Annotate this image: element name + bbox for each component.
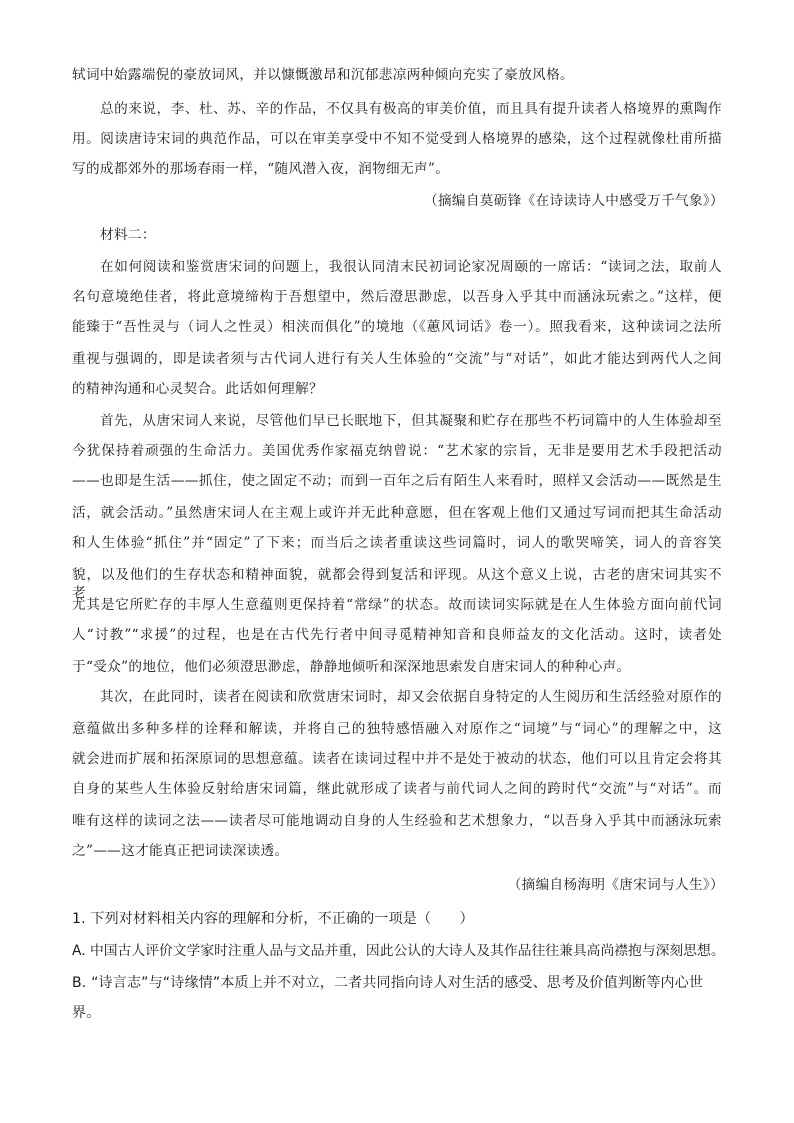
paragraph-line: 今犹保持着顽强的生命活力。美国优秀作家福克纳曾说：“艺术家的宗旨，无非是要用艺术手段把活动 (72, 443, 722, 459)
paragraph-line: ——也即是生活——抓住，使之固定不动；而到一百年之后有陌生人来看时，照样又会活动——既然是生 (72, 473, 722, 489)
question-stem: 1. 下列对材料相关内容的理解和分析，不正确的一项是（ ） (72, 911, 474, 927)
option-b: B. “诗言志”与“诗缘情”本质上并不对立，二者共同指向诗人对生活的感受、思考及价值判断等内心世 (72, 975, 704, 991)
paragraph-line: 重视与强调的，即是读者须与古代词人进行有关人生体验的“交流”与“对话”，如此才能达到两代人之间 (72, 351, 722, 367)
paragraph-line: 和人生体验“抓住”并“固定”了下来；而当后之读者重读这些词篇时，词人的歌哭啼笑，词人的音容笑 (72, 535, 722, 551)
paragraph-line: 自身的某些人生体验反射给唐宋词篇，继此就形成了读者与前代词人之间的跨时代“交流”与“对话”。而 (72, 781, 722, 797)
paragraph-line: 能臻于“吾性灵与（词人之性灵）相浃而俱化”的境地（《蕙风词话》卷一）。照我看来，这种读词之法所 (72, 319, 722, 335)
option-b-continued: 界。 (72, 1005, 101, 1021)
paragraph-line: 的精神沟通和心灵契合。此话如何理解？ (72, 381, 323, 397)
paragraph-line: 尤其是它所贮存的丰厚人生意蕴则更保持着“常绿”的状态。故而读词实际就是在人生体验方面向前代词 (72, 597, 722, 613)
paragraph-line: 名句意境绝佳者，将此意境缔构于吾想望中，然后澄思渺虑，以吾身入乎其中而涵泳玩索之。”这样，便 (72, 289, 722, 305)
paragraph-line: 意蕴做出多种多样的诠释和解读，并将自己的独特感悟融入对原作之“词境”与“词心”的理解之中，这 (72, 721, 722, 737)
paragraph-line: 轼词中始露端倪的豪放词风，并以慷慨激昂和沉郁悲凉两种倾向充实了豪放风格。 (72, 67, 574, 83)
paragraph-line: 于“受众”的地位，他们必须澄思渺虑，静静地倾听和深深地思索发自唐宋词人的种种心声。 (72, 659, 631, 675)
citation: （摘编自杨海明《唐宋词与人生》） (507, 877, 724, 893)
paragraph-line: 其次，在此同时，读者在阅读和欣赏唐宋词时，却又会依据自身特定的人生阅历和生活经验对原作的 (100, 689, 722, 705)
paragraph-line: 貌，以及他们的生存状态和精神面貌，就都会得到复活和评现。从这个意义上说，古老的唐宋词其实不老， (72, 567, 722, 601)
section-heading: 材料二： (100, 227, 156, 243)
paragraph-line: 之”——这才能真正把词读深读透。 (72, 843, 289, 859)
paragraph-line: 就会进而扩展和拓深原词的思想意蕴。读者在读词过程中并不是处于被动的状态，他们可以且肯定会将其 (72, 751, 722, 767)
paragraph-line: 在如何阅读和鉴赏唐宋词的问题上，我很认同清末民初词论家况周颐的一席话：“读词之法，取前人 (100, 259, 722, 275)
paragraph-line: 人“讨教”“求援”的过程，也是在古代先行者中间寻觅精神知音和良师益友的文化活动。这时，读者处 (72, 627, 722, 643)
paragraph-line: 唯有这样的读词之法——读者尽可能地调动自身的人生经验和艺术想象力，“以吾身入乎其中而涵泳玩索 (72, 813, 722, 829)
paragraph-line: 用。阅读唐诗宋词的典范作品，可以在审美享受中不知不觉受到人格境界的感染，这个过程就像杜甫所描 (72, 131, 722, 147)
option-a: A. 中国古人评价文学家时注重人品与文品并重，因此公认的大诗人及其作品往往兼具高尚襟抱与深刻思想。 (72, 943, 725, 959)
paragraph-line: 总的来说，李、杜、苏、辛的作品，不仅具有极高的审美价值，而且具有提升读者人格境界的熏陶作 (100, 101, 722, 117)
paragraph-line: 首先，从唐宋词人来说，尽管他们早已长眠地下，但其凝聚和贮存在那些不朽词篇中的人生体验却至 (100, 413, 722, 429)
paragraph-line: 活，就会活动。”虽然唐宋词人在主观上或许并无此种意愿，但在客观上他们又通过写词而把其生命活动 (72, 505, 722, 521)
paragraph-line: 写的成都郊外的那场春雨一样，“随风潜入夜，润物细无声”。 (72, 161, 450, 177)
citation: （摘编自莫砺锋《在诗读诗人中感受万千气象》） (424, 193, 724, 209)
